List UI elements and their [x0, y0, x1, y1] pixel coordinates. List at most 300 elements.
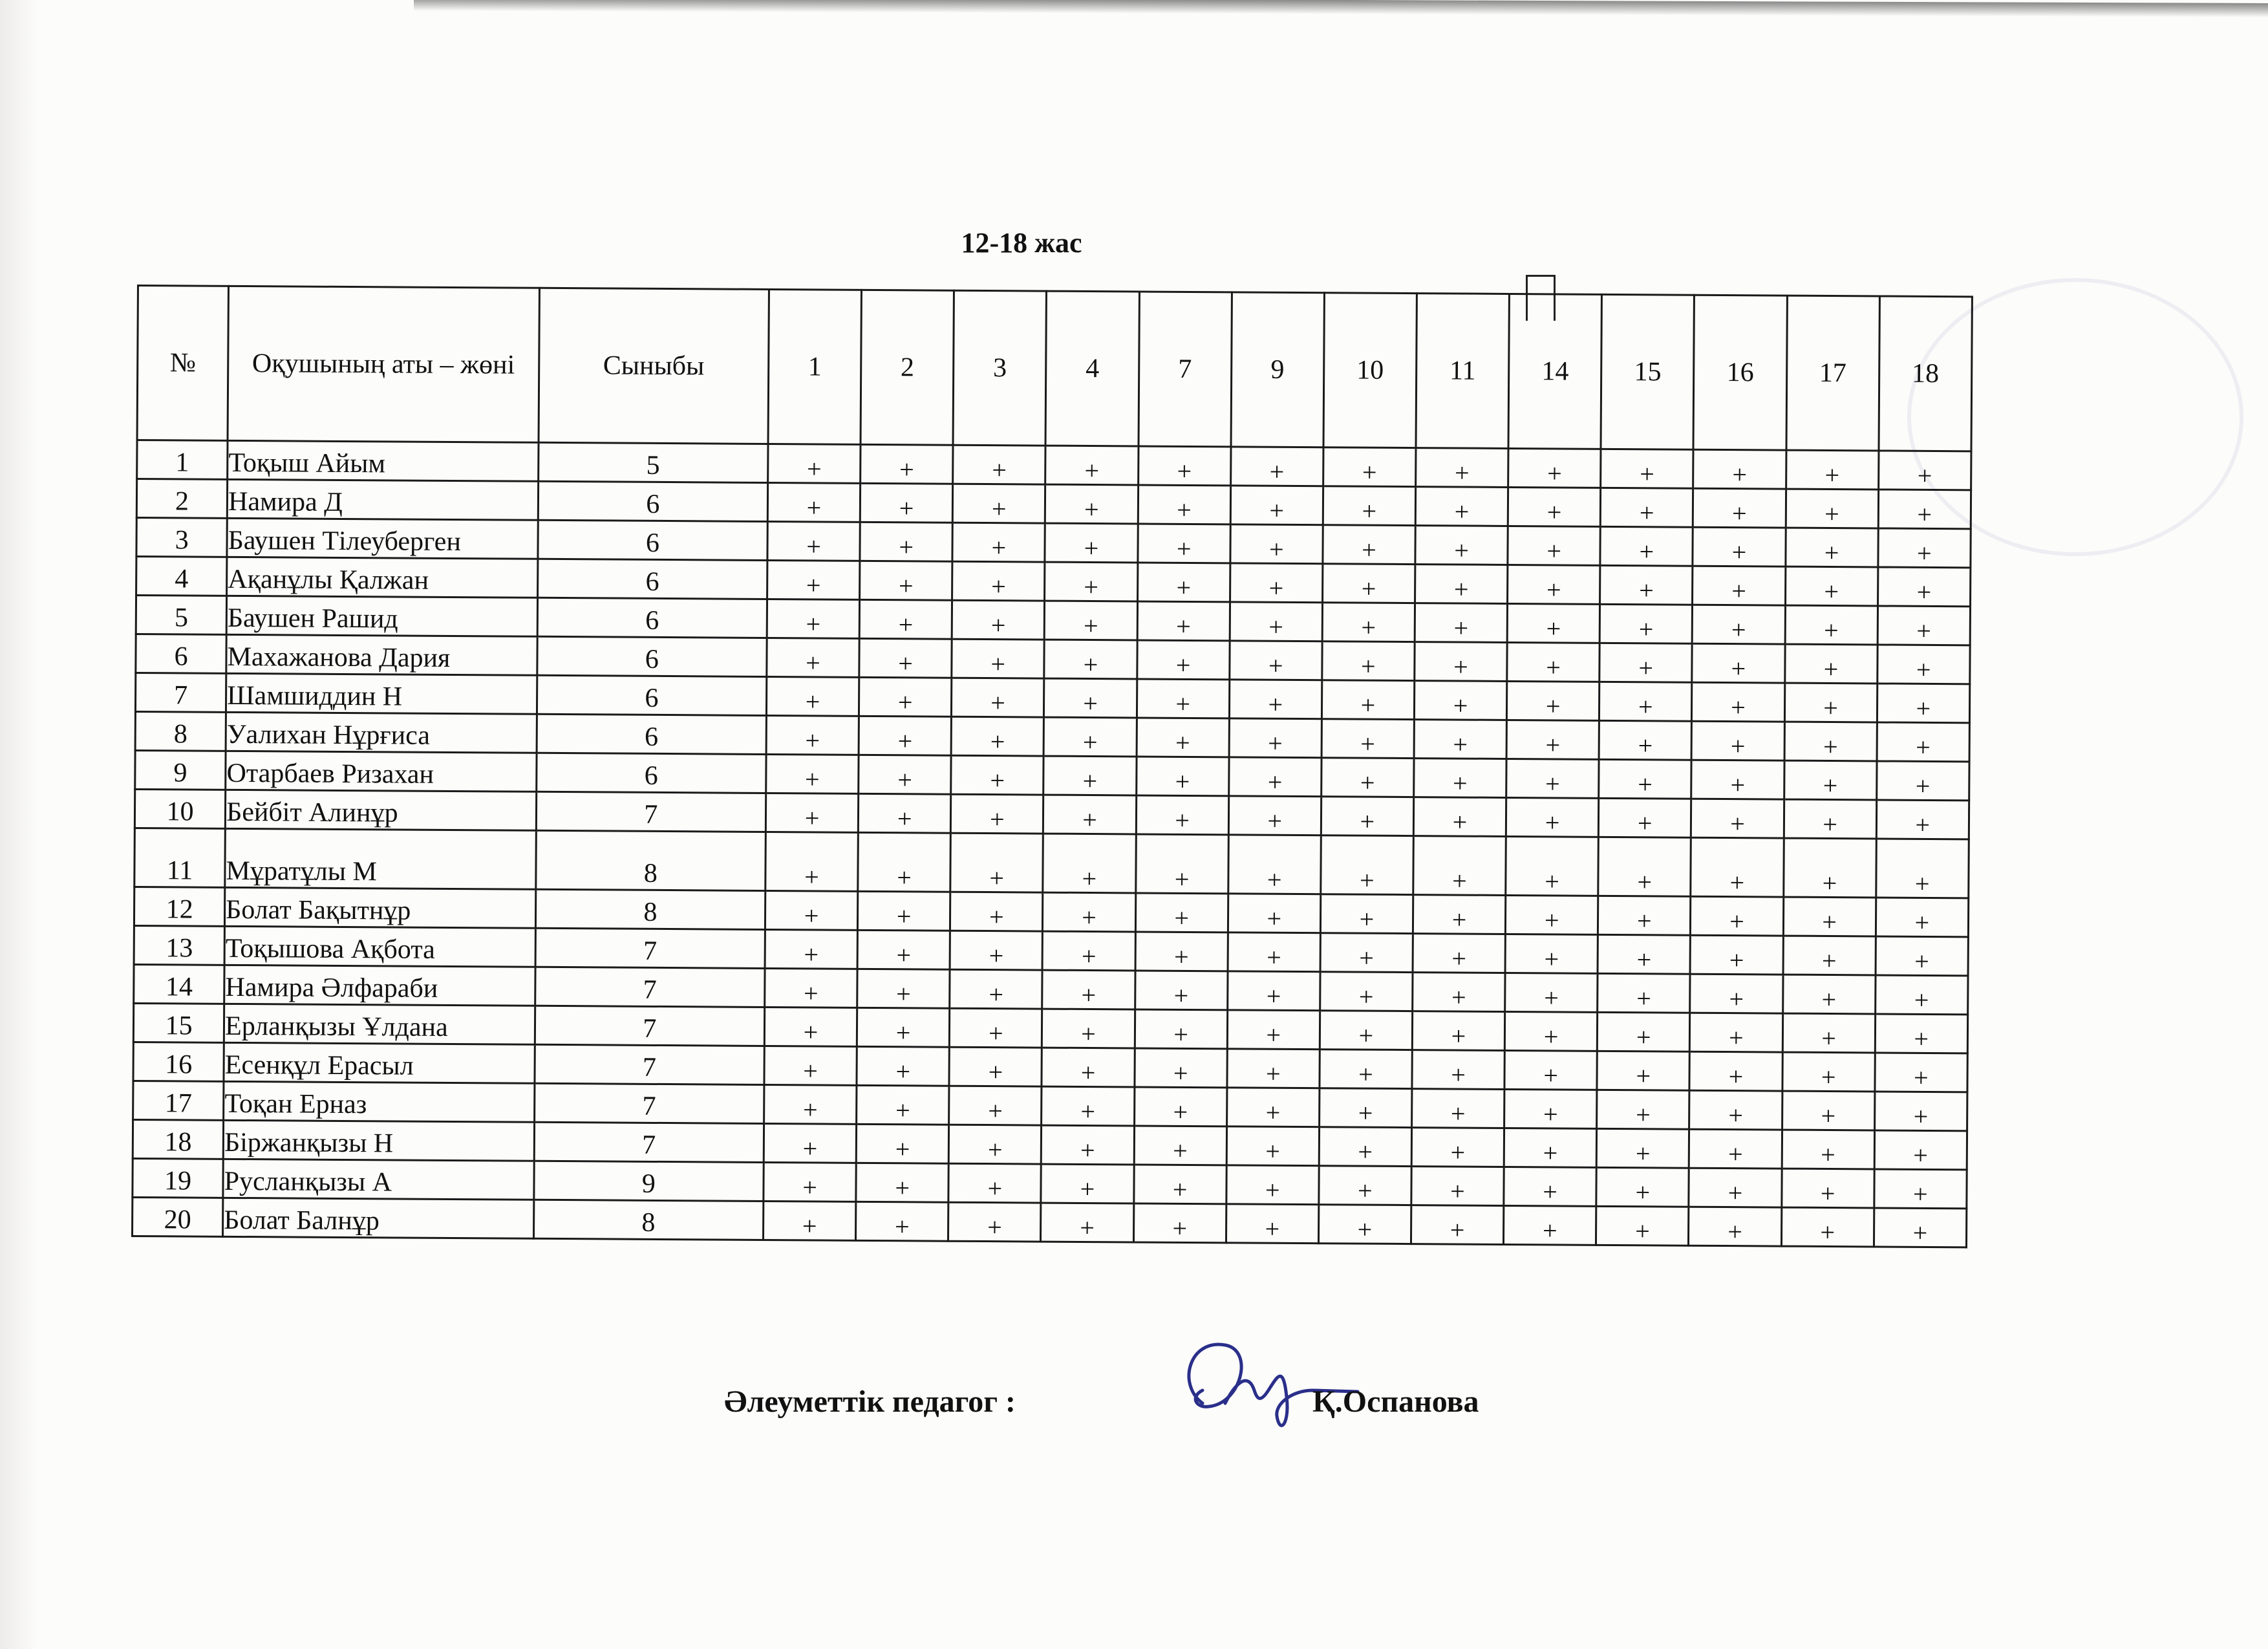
mark-cell: + — [1877, 645, 1970, 684]
mark-cell: + — [1504, 1167, 1597, 1206]
mark-cell: + — [765, 890, 858, 930]
header-col: 9 — [1231, 292, 1325, 447]
row-number: 14 — [134, 964, 225, 1004]
mark-cell: + — [1508, 565, 1601, 604]
mark-cell: + — [1508, 448, 1601, 488]
mark-cell: + — [1506, 895, 1599, 934]
mark-cell: + — [1691, 799, 1784, 838]
mark-cell: + — [1041, 1164, 1134, 1203]
mark-cell: + — [766, 676, 859, 716]
mark-cell: + — [1321, 719, 1415, 759]
mark-cell: + — [1504, 1205, 1597, 1245]
mark-cell: + — [857, 1046, 950, 1086]
mark-cell: + — [1229, 680, 1322, 719]
header-col: 14 — [1508, 294, 1602, 449]
mark-cell: + — [1600, 526, 1693, 566]
mark-cell: + — [1876, 761, 1969, 801]
mark-cell: + — [1876, 800, 1969, 839]
mark-cell: + — [1877, 684, 1970, 723]
mark-cell: + — [859, 793, 952, 833]
student-grade: 6 — [538, 520, 768, 560]
mark-cell: + — [1226, 1088, 1320, 1127]
mark-cell: + — [1598, 896, 1691, 935]
mark-cell: + — [1226, 1165, 1320, 1205]
mark-cell: + — [764, 1046, 857, 1085]
mark-cell: + — [1689, 1168, 1782, 1207]
mark-cell: + — [1135, 971, 1228, 1010]
mark-cell: + — [1877, 722, 1970, 762]
row-number: 2 — [136, 479, 228, 519]
mark-cell: + — [1227, 1049, 1320, 1088]
mark-cell: + — [1507, 681, 1600, 720]
mark-cell: + — [1874, 1130, 1967, 1170]
student-grade: 6 — [536, 753, 766, 793]
mark-cell: + — [1692, 682, 1785, 722]
student-grade: 7 — [536, 792, 766, 832]
mark-cell: + — [1137, 718, 1230, 757]
mark-cell: + — [1226, 1126, 1320, 1166]
mark-cell: + — [1042, 1048, 1135, 1087]
mark-cell: + — [950, 969, 1043, 1009]
header-col: 4 — [1045, 291, 1139, 446]
mark-cell: + — [1044, 640, 1137, 679]
mark-cell: + — [1785, 528, 1878, 567]
mark-cell: + — [1690, 935, 1783, 975]
mark-cell: + — [1600, 565, 1693, 605]
row-number: 6 — [136, 634, 227, 673]
mark-cell: + — [1878, 606, 1971, 645]
mark-cell: + — [1230, 524, 1323, 564]
mark-cell: + — [952, 678, 1045, 717]
mark-cell: + — [766, 715, 859, 755]
mark-cell: + — [1413, 973, 1506, 1012]
mark-cell: + — [1875, 1014, 1968, 1053]
student-name: Тоқышова Ақбота — [224, 926, 535, 967]
mark-cell: + — [1137, 601, 1230, 641]
student-grade: 7 — [534, 1122, 764, 1162]
mark-cell: + — [1319, 1166, 1412, 1205]
mark-cell: + — [1691, 837, 1784, 897]
mark-cell: + — [859, 599, 952, 639]
mark-cell: + — [859, 677, 952, 717]
mark-cell: + — [1230, 486, 1323, 525]
student-name: Шамшиддин Н — [226, 673, 537, 714]
mark-cell: + — [1321, 680, 1415, 720]
row-number: 11 — [134, 828, 226, 887]
mark-cell: + — [1412, 1089, 1505, 1128]
mark-cell: + — [1599, 798, 1692, 837]
student-name: Есенқұл Ерасыл — [224, 1042, 535, 1083]
mark-cell: + — [1690, 1013, 1783, 1052]
mark-cell: + — [1043, 756, 1137, 795]
student-grade: 7 — [535, 1006, 765, 1046]
mark-cell: + — [1596, 1167, 1689, 1207]
mark-cell: + — [1045, 562, 1138, 601]
mark-cell: + — [764, 1162, 857, 1202]
mark-cell: + — [765, 968, 858, 1008]
mark-cell: + — [1876, 898, 1969, 937]
row-number: 1 — [137, 440, 228, 480]
mark-cell: + — [1601, 449, 1694, 488]
mark-cell: + — [1416, 448, 1509, 488]
mark-cell: + — [1322, 641, 1415, 681]
mark-cell: + — [1230, 563, 1323, 603]
student-name: Русланқызы А — [223, 1159, 534, 1200]
mark-cell: + — [1043, 892, 1136, 932]
mark-cell: + — [1693, 566, 1786, 605]
mark-cell: + — [1507, 603, 1600, 643]
mark-cell: + — [950, 931, 1043, 970]
student-name: Мұратұлы М — [225, 828, 536, 889]
mark-cell: + — [1321, 758, 1415, 797]
mark-cell: + — [859, 716, 952, 755]
row-number: 15 — [133, 1003, 224, 1042]
row-number: 19 — [133, 1158, 224, 1198]
scan-shadow-top — [414, 0, 2268, 17]
header-student-name: Оқушының аты – жөні — [228, 286, 539, 442]
mark-cell: + — [951, 717, 1044, 756]
mark-cell: + — [766, 754, 859, 793]
mark-cell: + — [1693, 449, 1786, 489]
mark-cell: + — [1414, 681, 1507, 720]
row-number: 12 — [134, 887, 225, 926]
mark-cell: + — [1136, 795, 1229, 835]
student-grade: 8 — [535, 889, 765, 929]
mark-cell: + — [1045, 446, 1139, 485]
mark-cell: + — [1507, 642, 1600, 682]
student-grade: 8 — [535, 830, 765, 890]
mark-cell: + — [1415, 526, 1508, 565]
scan-shadow-left — [0, 0, 39, 1649]
student-grade: 6 — [537, 714, 767, 754]
mark-cell: + — [1227, 971, 1320, 1011]
mark-cell: + — [952, 523, 1045, 562]
mark-cell: + — [856, 1163, 949, 1202]
table-row — [134, 828, 1969, 898]
mark-cell: + — [767, 521, 861, 561]
mark-cell: + — [1320, 972, 1413, 1011]
mark-cell: + — [1323, 486, 1416, 526]
student-name: Бейбіт Алинұр — [226, 790, 537, 830]
mark-cell: + — [1045, 484, 1139, 524]
mark-cell: + — [1133, 1165, 1226, 1204]
mark-cell: + — [1413, 934, 1506, 973]
mark-cell: + — [950, 892, 1043, 931]
mark-cell: + — [1599, 720, 1692, 760]
row-number: 10 — [134, 789, 226, 828]
mark-cell: + — [1689, 1207, 1782, 1246]
mark-cell: + — [1044, 717, 1137, 757]
mark-cell: + — [1230, 447, 1323, 486]
signatory-role: Әлеуметтік педагог : — [724, 1385, 1016, 1419]
mark-cell: + — [1598, 837, 1691, 896]
student-grade: 6 — [537, 559, 767, 599]
mark-cell: + — [1322, 564, 1415, 603]
mark-cell: + — [857, 1008, 950, 1047]
mark-cell: + — [1505, 973, 1598, 1012]
student-name: Уалихан Нұрғиса — [226, 712, 537, 753]
mark-cell: + — [1137, 563, 1230, 602]
mark-cell: + — [767, 560, 861, 599]
mark-cell: + — [1689, 1129, 1782, 1169]
mark-cell: + — [1323, 447, 1416, 487]
mark-cell: + — [1320, 933, 1413, 973]
mark-cell: + — [1135, 834, 1228, 894]
mark-cell: + — [856, 1202, 949, 1241]
mark-cell: + — [860, 561, 953, 600]
mark-cell: + — [1138, 446, 1231, 486]
row-number: 3 — [136, 518, 228, 557]
mark-cell: + — [1508, 526, 1601, 565]
mark-cell: + — [952, 561, 1045, 601]
mark-cell: + — [1229, 718, 1322, 758]
mark-cell: + — [765, 793, 859, 832]
mark-cell: + — [1043, 834, 1136, 893]
mark-cell: + — [1227, 1010, 1320, 1050]
mark-cell: + — [1597, 1051, 1690, 1090]
mark-cell: + — [1136, 757, 1229, 796]
mark-cell: + — [856, 1124, 949, 1163]
mark-cell: + — [1228, 835, 1321, 894]
mark-cell: + — [1693, 527, 1786, 566]
mark-cell: + — [952, 639, 1045, 678]
mark-cell: + — [952, 600, 1045, 640]
mark-cell: + — [1228, 932, 1321, 972]
student-name: Тоқан Ерназ — [224, 1081, 535, 1122]
mark-cell: + — [1320, 1050, 1413, 1089]
header-col: 2 — [861, 290, 954, 445]
mark-cell: + — [1874, 1092, 1967, 1131]
mark-cell: + — [1135, 1048, 1228, 1088]
mark-cell: + — [1411, 1205, 1504, 1245]
mark-cell: + — [950, 1008, 1043, 1048]
mark-cell: + — [1876, 936, 1969, 976]
mark-cell: + — [1228, 894, 1321, 933]
mark-cell: + — [1230, 602, 1323, 641]
mark-cell: + — [765, 832, 859, 891]
mark-cell: + — [764, 1084, 857, 1124]
mark-cell: + — [1783, 936, 1876, 975]
mark-cell: + — [1134, 1087, 1227, 1126]
mark-cell: + — [1504, 1089, 1598, 1128]
mark-cell: + — [1230, 641, 1323, 680]
mark-cell: + — [1323, 525, 1416, 565]
mark-cell: + — [1226, 1204, 1319, 1244]
mark-cell: + — [1045, 601, 1138, 640]
mark-cell: + — [767, 638, 860, 677]
mark-cell: + — [1782, 1130, 1875, 1169]
mark-cell: + — [764, 1007, 857, 1046]
mark-cell: + — [1505, 934, 1598, 973]
student-name: Баушен Рашид — [226, 596, 537, 636]
mark-cell: + — [857, 930, 950, 969]
mark-cell: + — [860, 522, 953, 561]
student-grade: 6 — [538, 481, 768, 521]
header-number: № — [137, 286, 229, 441]
mark-cell: + — [1042, 1009, 1135, 1048]
student-name: Намира Әлфараби — [224, 965, 535, 1006]
mark-cell: + — [1043, 795, 1137, 834]
student-grade: 9 — [534, 1161, 764, 1201]
mark-cell: + — [951, 794, 1044, 834]
mark-cell: + — [1689, 1051, 1782, 1091]
mark-cell: + — [1415, 642, 1508, 682]
student-grade: 7 — [535, 967, 765, 1007]
mark-cell: + — [1134, 1126, 1227, 1165]
signatory-name: Қ.Оспанова — [1312, 1385, 1479, 1419]
student-table — [131, 285, 1973, 1248]
mark-cell: + — [1322, 603, 1415, 642]
mark-cell: + — [1413, 895, 1506, 934]
mark-cell: + — [858, 832, 951, 892]
mark-cell: + — [1415, 565, 1508, 604]
mark-cell: + — [1596, 1128, 1689, 1168]
mark-cell: + — [1319, 1088, 1412, 1128]
mark-cell: + — [1599, 643, 1693, 682]
header-col: 15 — [1601, 294, 1695, 449]
mark-cell: + — [1598, 973, 1691, 1013]
mark-cell: + — [1875, 975, 1968, 1015]
header-col: 3 — [953, 290, 1047, 446]
mark-cell: + — [1598, 1012, 1691, 1051]
student-name: Тоқыш Айым — [228, 440, 539, 481]
mark-cell: + — [1878, 490, 1971, 529]
mark-cell: + — [1691, 721, 1784, 760]
student-grade: 6 — [537, 675, 767, 715]
mark-cell: + — [1784, 644, 1878, 684]
page-title: 12-18 жас — [961, 227, 1082, 259]
mark-cell: + — [857, 969, 950, 1008]
mark-cell: + — [1785, 566, 1878, 606]
mark-cell: + — [1042, 1086, 1135, 1126]
mark-cell: + — [860, 483, 953, 523]
mark-cell: + — [949, 1047, 1042, 1086]
mark-cell: + — [1782, 1091, 1875, 1130]
mark-cell: + — [1319, 1127, 1412, 1167]
mark-cell: + — [1137, 640, 1230, 680]
mark-cell: + — [1692, 643, 1785, 683]
mark-cell: + — [1693, 488, 1786, 528]
mark-cell: + — [951, 755, 1044, 795]
mark-cell: + — [1874, 1208, 1967, 1247]
row-number: 9 — [135, 750, 226, 790]
mark-cell: + — [1414, 759, 1507, 798]
mark-cell: + — [1412, 1050, 1505, 1090]
student-grade: 8 — [533, 1200, 764, 1240]
header-grade: Сыныбы — [539, 288, 769, 444]
mark-cell: + — [948, 1163, 1042, 1203]
mark-cell: + — [1133, 1203, 1226, 1243]
table-header-row — [137, 286, 1972, 451]
mark-cell: + — [1228, 796, 1321, 835]
mark-cell: + — [859, 755, 952, 794]
mark-cell: + — [1135, 1009, 1228, 1049]
mark-cell: + — [1878, 567, 1971, 607]
mark-cell: + — [1137, 679, 1230, 718]
mark-cell: + — [1508, 487, 1601, 526]
mark-cell: + — [1786, 450, 1879, 490]
student-name: Махажанова Дария — [226, 634, 537, 675]
mark-cell: + — [1784, 722, 1878, 761]
mark-cell: + — [1137, 524, 1230, 563]
mark-cell: + — [767, 599, 860, 638]
mark-cell: + — [1783, 897, 1876, 936]
mark-cell: + — [1596, 1206, 1689, 1245]
mark-cell: + — [1875, 1053, 1968, 1092]
mark-cell: + — [1690, 974, 1783, 1013]
mark-cell: + — [1597, 1090, 1690, 1129]
mark-cell: + — [1783, 838, 1876, 898]
mark-cell: + — [765, 929, 858, 969]
student-name: Біржанқызы Н — [223, 1120, 534, 1161]
mark-cell: + — [1135, 893, 1228, 932]
mark-cell: + — [1506, 797, 1599, 837]
mark-cell: + — [1321, 835, 1414, 895]
mark-cell: + — [1781, 1169, 1874, 1208]
mark-cell: + — [1042, 1125, 1135, 1165]
mark-cell: + — [1504, 1050, 1598, 1090]
mark-cell: + — [1691, 896, 1784, 936]
header-col: 11 — [1416, 294, 1510, 449]
mark-cell: + — [1784, 683, 1878, 722]
mark-cell: + — [1781, 1207, 1874, 1247]
mark-cell: + — [1414, 720, 1507, 759]
mark-cell: + — [948, 1202, 1042, 1242]
row-number: 16 — [133, 1042, 224, 1081]
mark-cell: + — [1506, 836, 1599, 896]
mark-cell: + — [953, 484, 1046, 523]
row-number: 7 — [135, 673, 226, 712]
mark-cell: + — [1504, 1128, 1597, 1167]
student-grade: 7 — [535, 1044, 765, 1084]
student-name: Баушен Тілеуберген — [227, 518, 538, 559]
mark-cell: + — [1878, 528, 1971, 568]
mark-cell: + — [1041, 1203, 1134, 1242]
mark-cell: + — [861, 444, 954, 484]
mark-cell: + — [1782, 1052, 1875, 1092]
mark-cell: + — [1876, 839, 1969, 898]
mark-cell: + — [1320, 894, 1413, 934]
mark-cell: + — [1228, 757, 1321, 797]
mark-cell: + — [1321, 797, 1414, 836]
row-number: 18 — [133, 1119, 224, 1159]
mark-cell: + — [953, 445, 1046, 484]
mark-cell: + — [764, 1123, 857, 1163]
mark-cell: + — [764, 1201, 857, 1240]
mark-cell: + — [1786, 489, 1879, 528]
mark-cell: + — [1878, 451, 1971, 490]
row-number: 5 — [136, 596, 227, 635]
student-name: Намира Д — [227, 479, 538, 520]
student-grade: 6 — [537, 636, 767, 676]
mark-cell: + — [1044, 678, 1137, 718]
row-number: 8 — [135, 711, 226, 751]
mark-cell: + — [1599, 682, 1693, 721]
mark-cell: + — [1693, 605, 1786, 644]
header-col: 17 — [1786, 296, 1880, 451]
mark-cell: + — [1415, 487, 1508, 526]
mark-cell: + — [949, 1125, 1042, 1164]
student-name: Ерланқызы Ұлдана — [224, 1004, 535, 1044]
row-number: 20 — [133, 1197, 224, 1236]
student-name: Отарбаев Ризахан — [226, 751, 537, 792]
header-col: 16 — [1693, 295, 1787, 450]
mark-cell: + — [1601, 488, 1694, 527]
mark-cell: + — [1318, 1205, 1411, 1244]
mark-cell: + — [1689, 1090, 1782, 1130]
mark-cell: + — [949, 1086, 1042, 1125]
mark-cell: + — [768, 444, 861, 483]
